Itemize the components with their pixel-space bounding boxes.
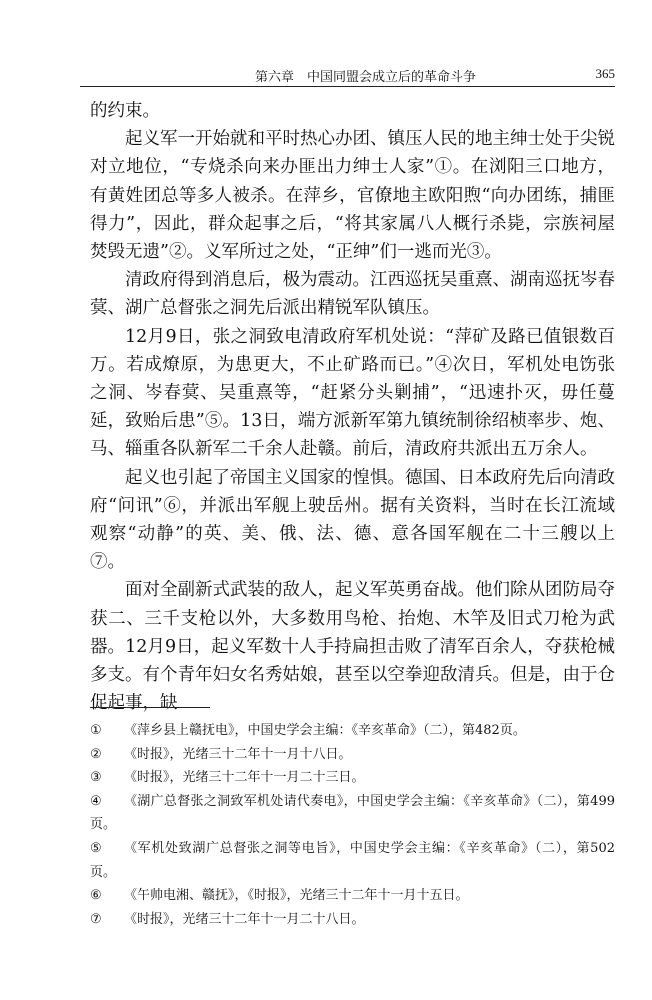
footnote-separator [90,707,210,708]
paragraph-continuation: 的约束。 [90,101,160,121]
footnote-marker: ⑥ [90,888,102,904]
paragraph: 12月9日，张之洞致电清政府军机处说：“萍矿及路已值银数百万。若成燎原，为患更大，不止矿路而已。”④次日，军机处电饬张之洞、岑春蓂、吴重熹等，“赶紧分头剿捕”，“迅速扑灭，毋任蔓延，致贻后患”⑤。13日，端方派新军第九镇统制徐绍桢率步、炮、马、辎重各队新军二千余人赴赣。前后，清政府共派出五万余人。 [90,326,615,460]
footnote-text: 《萍乡县上赣抚电》，中国史学会主编：《辛亥革命》（二），第482页。 [124,723,526,738]
footnote-text: 《时报》，光绪三十二年十一月十八日。 [124,746,352,762]
footnote-item [90,743,615,767]
footnote-marker: ④ [90,793,102,809]
footnote-item [90,837,615,884]
page-number: 365 [595,66,615,81]
paragraph: 面对全副新式武装的敌人，起义军英勇奋战。他们除从团防局夺获二、三千支枪以外，大多数用鸟枪、抬炮、木竿及旧式刀枪为武器。12月9日，起义军数十人手持扁担击败了清军百余人，夺获枪械多支。有个青年妇女名秀姑娘，甚至以空拳迎敌清兵。但是，由于仓促起事，缺 [90,580,615,714]
footnote-marker: ⑦ [90,911,102,927]
header-rule [80,86,615,87]
footnote-item [90,908,615,932]
main-text [90,97,615,717]
footnote-marker: ① [90,723,102,738]
footnote-text: 《湖广总督张之洞致军机处请代奏电》，中国史学会主编：《辛亥革命》（二），第499页。 [90,793,615,833]
footnote-text: 《时报》，光绪三十二年十一月二十八日。 [124,911,365,927]
paragraph: 起义也引起了帝国主义国家的惶惧。德国、日本政府先后向清政府“问讯”⑥，并派出军舰上驶岳州。据有关资料，当时在长江流域观察“动静”的英、美、俄、法、德、意各国军舰在二十三艘以上⑦。 [90,467,615,573]
footnote-item [90,884,615,908]
footnote-marker: ② [90,746,102,762]
footnote-item [90,766,615,790]
running-header [80,58,615,88]
footnote-marker: ⑤ [90,840,102,856]
footnote-marker: ③ [90,770,102,786]
footnote-text: 《军机处致湖广总督张之洞等电旨》，中国史学会主编：《辛亥革命》（二），第502页。 [90,840,615,880]
paragraph: 清政府得到消息后，极为震动。江西巡抚吴重熹、湖南巡抚岑春蓂、湖广总督张之洞先后派出精锐军队镇压。 [90,270,615,319]
footnote-text: 《午帅电湘、赣抚》，《时报》，光绪三十二年十一月十五日。 [124,888,469,904]
paragraph: 起义军一开始就和平时热心办团、镇压人民的地主绅士处于尖锐对立地位，“专烧杀向来办匪出力绅士人家”①。在浏阳三口地方，有黄姓团总等多人被杀。在萍乡，官僚地主欧阳煦“向办团练，捕匪得力”，因此，群众起事之后，“将其家属八人概行杀毙，宗族祠屋焚毁无遗”②。义军所过之处，“正绅”们一逃而光③。 [90,129,615,263]
footnote-item [90,719,615,743]
footnotes [90,719,615,931]
chapter-title: 第六章 中国同盟会成立后的革命斗争 [255,70,477,85]
footnote-item [90,790,615,837]
footnote-text: 《时报》，光绪三十二年十一月二十三日。 [124,770,365,786]
